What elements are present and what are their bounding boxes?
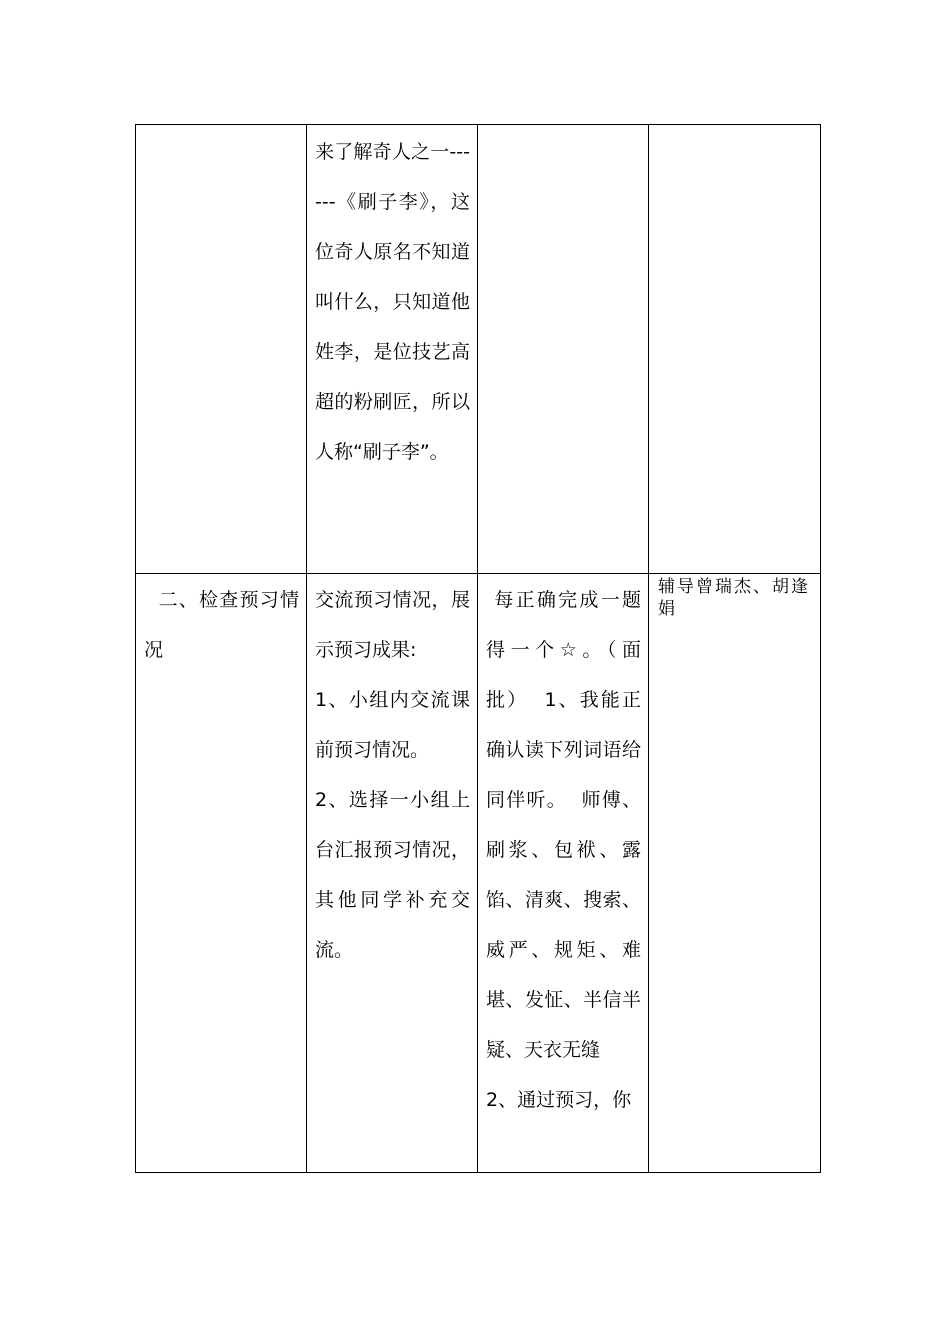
table-row xyxy=(136,125,821,574)
table-cell-evaluation xyxy=(478,574,649,1173)
table-cell-notes xyxy=(649,574,821,1173)
cell-text: 交流预习情况，展示预习成果: 1、小组内交流课前预习情况。 2、选择一小组上台汇报预习情况，其他同学补充交流。 xyxy=(315,589,470,961)
table-cell-evaluation xyxy=(478,125,649,574)
cell-text: 辅导曾瑞杰、胡逢娟 xyxy=(658,577,810,619)
table-cell-step xyxy=(136,125,307,574)
table-cell-step xyxy=(136,574,307,1173)
cell-text: 每正确完成一题得一个☆。（面批） 1、我能正确认读下列词语给同伴听。 师傅、刷浆、包袱、露馅、清爽、搜索、威严、规矩、难堪、发怔、半信半疑、天衣无缝 2、通过预习，你 xyxy=(486,589,641,1111)
cell-text: 来了解奇人之一------《刷子李》，这位奇人原名不知道叫什么，只知道他姓李，是位技艺高超的粉刷匠，所以人称“刷子李”。 xyxy=(315,141,470,463)
table-cell-notes xyxy=(649,125,821,574)
table-cell-student-activity xyxy=(307,125,478,574)
table-row xyxy=(136,574,821,1173)
lesson-plan-table xyxy=(135,124,821,1173)
cell-text: 二、检查预习情况 xyxy=(144,589,299,661)
table-cell-student-activity xyxy=(307,574,478,1173)
